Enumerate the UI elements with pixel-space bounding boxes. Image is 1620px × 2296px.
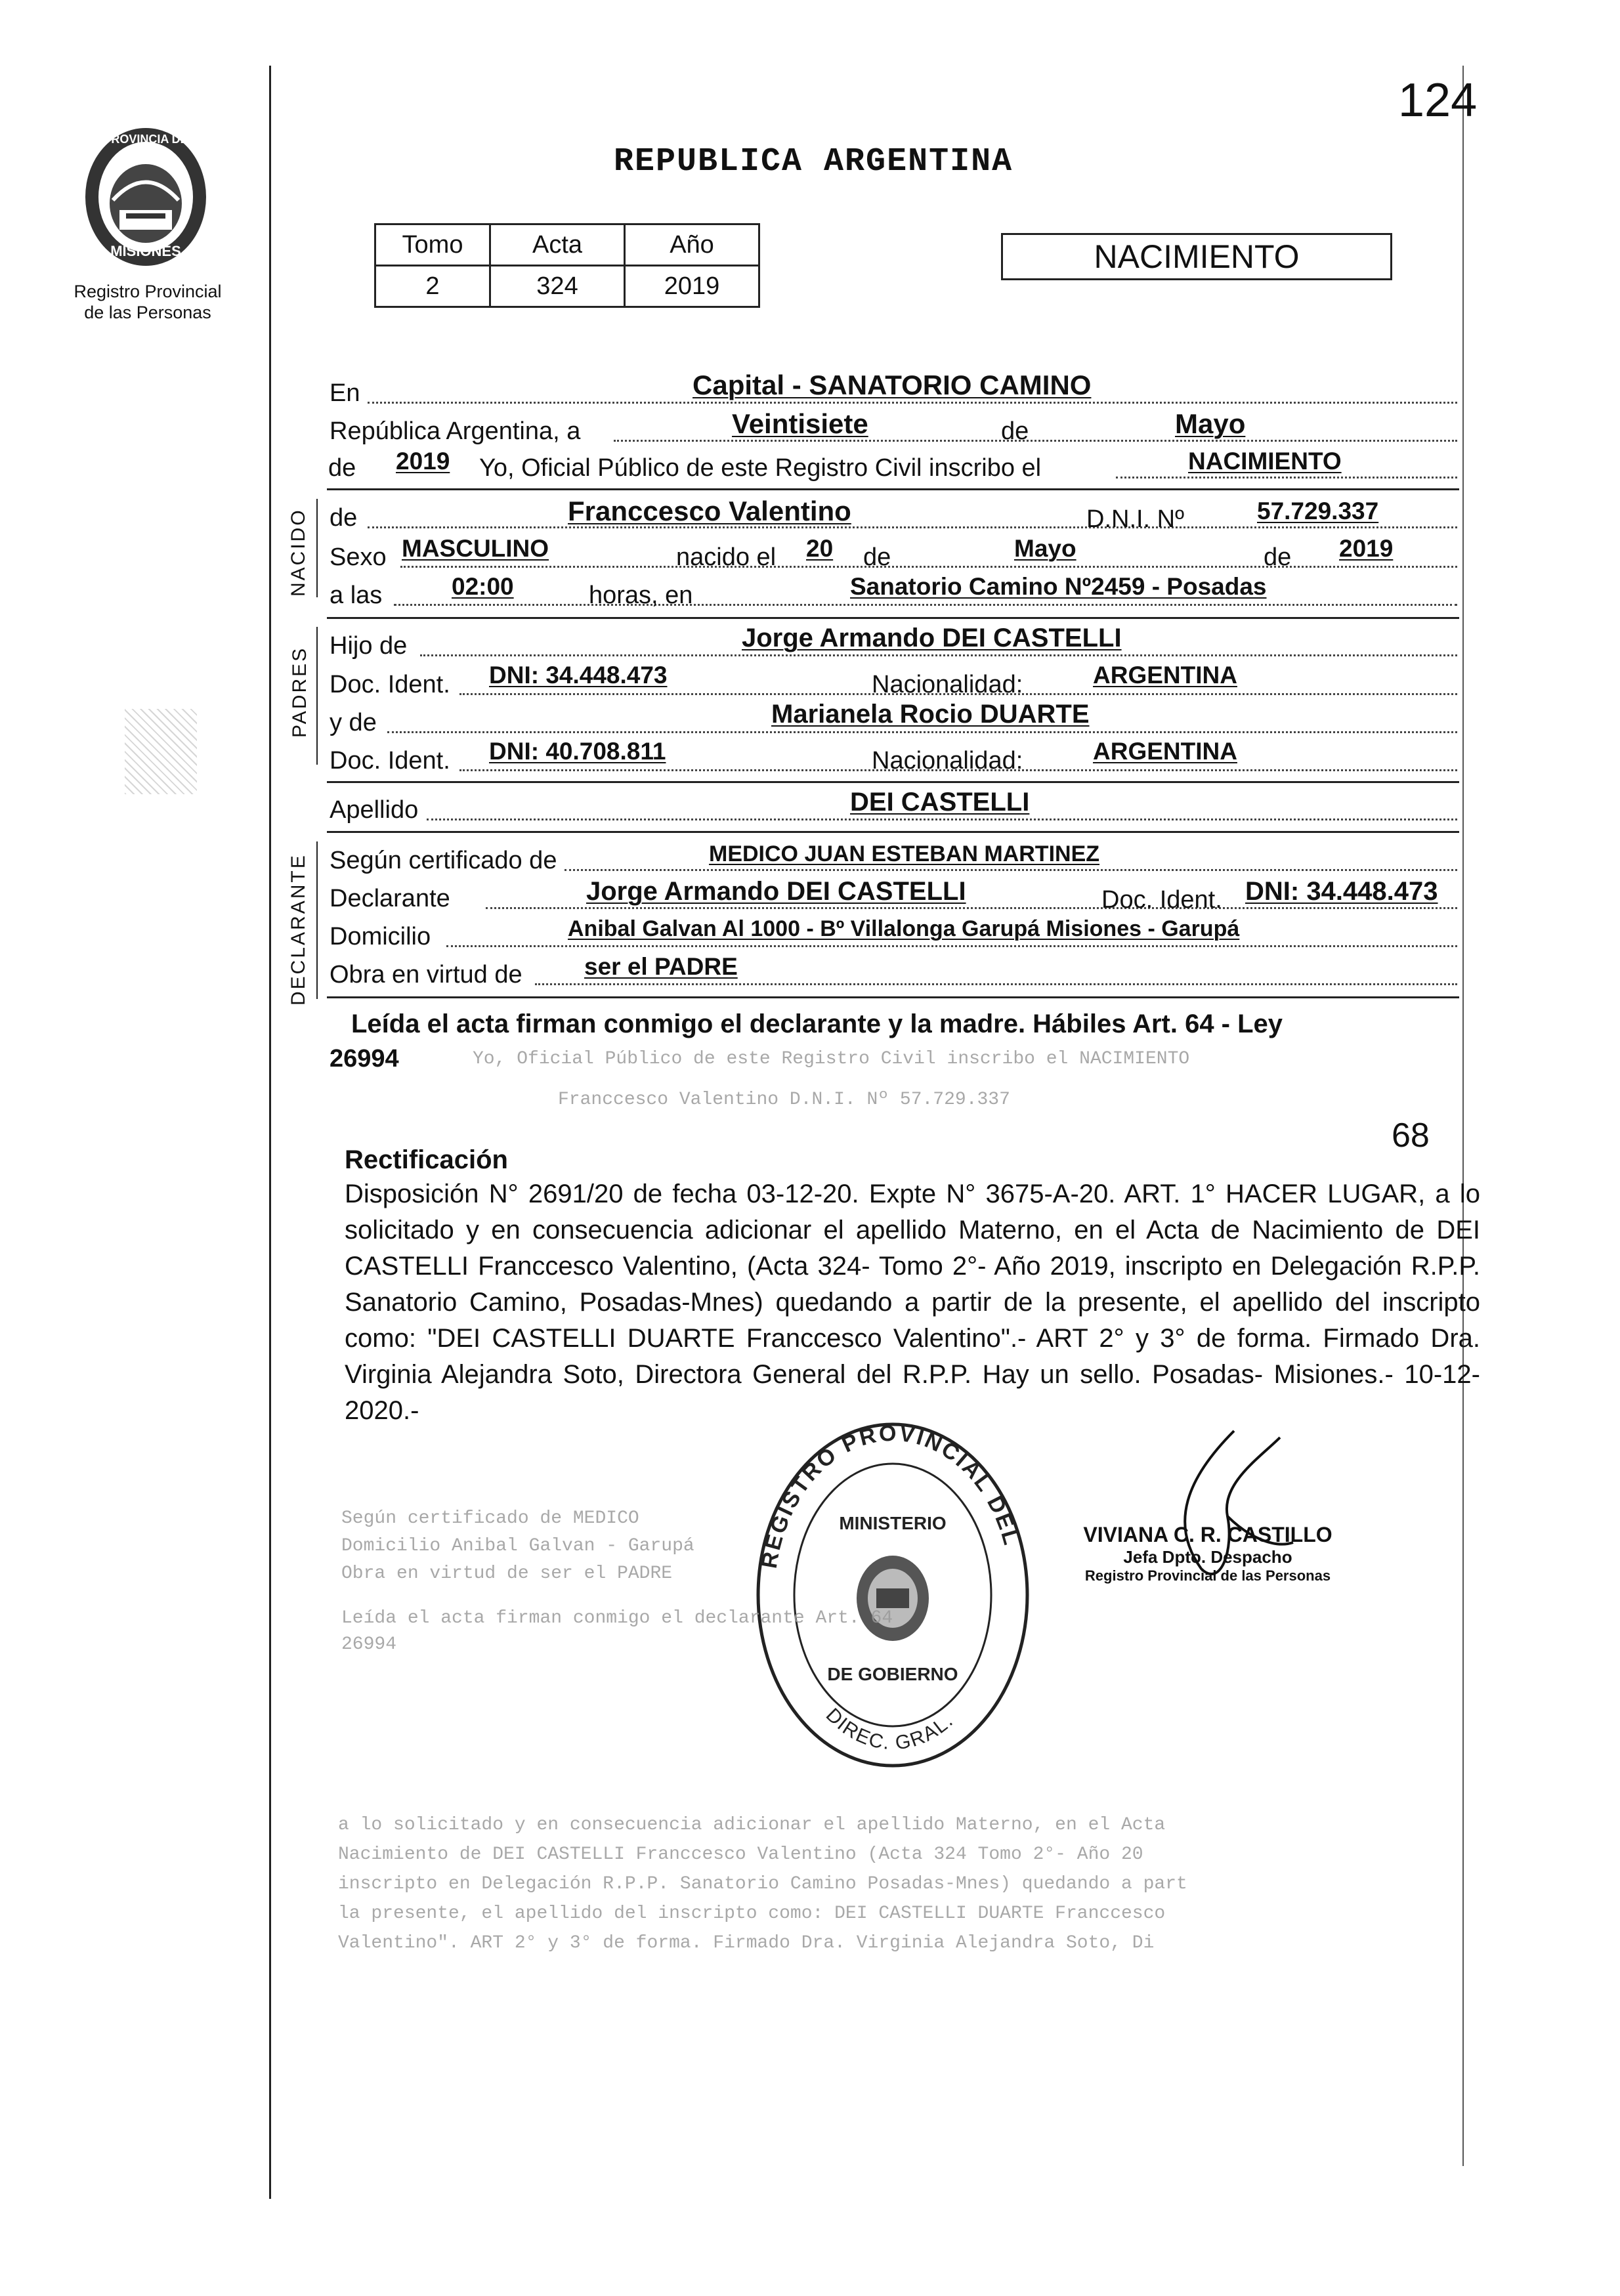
- surname: DEI CASTELLI: [850, 788, 1030, 817]
- father-name: Jorge Armando DEI CASTELLI: [742, 624, 1122, 652]
- ghost-line-3: Según certificado de MEDICO: [341, 1508, 639, 1529]
- nacido-name-dots: [368, 526, 1457, 528]
- left-margin-rule: [269, 66, 271, 2199]
- left-margin-speckle: [125, 709, 197, 794]
- ghost-line-12: Valentino". ART 2° y 3° de forma. Firmado Dra. Virginia Alejandra Soto, Di: [338, 1933, 1155, 1953]
- y-de-dots: [387, 731, 1457, 733]
- ghost-line-2: Franccesco Valentino D.N.I. Nº 57.729.337: [558, 1090, 1010, 1110]
- svg-text:MINISTERIO: MINISTERIO: [839, 1513, 947, 1533]
- father-doc-label: Doc. Ident.: [330, 671, 450, 698]
- act-type-box: [1001, 233, 1392, 280]
- apellido-dots: [427, 818, 1457, 820]
- act-word: NACIMIENTO: [1188, 448, 1342, 475]
- birth-day: 20: [806, 535, 834, 562]
- nacido-section-label: NACIDO: [288, 508, 309, 597]
- ghost-line-7: 26994: [341, 1634, 397, 1655]
- registration-month: Mayo: [1175, 408, 1246, 439]
- a-las-label: a las: [330, 582, 383, 609]
- birth-de-label-2: de: [1264, 543, 1292, 571]
- mother-nat-label: Nacionalidad:: [872, 747, 1023, 775]
- mother-doc: DNI: 40.708.811: [489, 738, 666, 765]
- declarant-doc: DNI: 34.448.473: [1245, 877, 1438, 906]
- right-margin-rule: [1462, 66, 1464, 2166]
- act-type-label: NACIMIENTO: [1094, 238, 1300, 275]
- inscribo-label: Yo, Oficial Público de este Registro Civil inscribo el: [479, 454, 1042, 482]
- ghost-line-9: Nacimiento de DEI CASTELLI Franccesco Valentino (Acta 324 Tomo 2°- Año 20: [338, 1844, 1143, 1865]
- ghost-line-5: Obra en virtud de ser el PADRE: [341, 1563, 673, 1584]
- birth-de-label: de: [863, 543, 891, 571]
- ghost-line-10: inscripto en Delegación R.P.P. Sanatorio Camino Posadas-Mnes) quedando a part: [338, 1874, 1187, 1894]
- anio-value: 2019: [625, 266, 759, 307]
- margin-number: 68: [1392, 1116, 1430, 1155]
- anio-header: Año: [625, 224, 759, 266]
- registry-name: [56, 281, 240, 323]
- apellido-divider: [327, 831, 1459, 833]
- father-nat-label: Nacionalidad:: [872, 671, 1023, 698]
- signatory-name: VIVIANA C. R. CASTILLO: [1083, 1523, 1332, 1546]
- mother-nationality: ARGENTINA: [1093, 738, 1237, 765]
- certificate-issuer: MEDICO JUAN ESTEBAN MARTINEZ: [709, 841, 1100, 866]
- declarante-section-label: DECLARANTE: [288, 853, 309, 1006]
- closing-law-number: 26994: [330, 1045, 399, 1073]
- ghost-line-4: Domicilio Anibal Galvan - Garupá: [341, 1536, 694, 1556]
- a-las-dots: [394, 604, 1457, 606]
- cert-label: Según certificado de: [330, 847, 557, 874]
- rectificacion-title: Rectificación: [345, 1145, 508, 1174]
- hijo-de-dots: [420, 654, 1457, 656]
- declarante-dots: [486, 907, 1457, 909]
- birth-time: 02:00: [452, 573, 514, 600]
- nacido-el-label: nacido el: [676, 543, 777, 571]
- registry-name-line-2: de las Personas: [84, 303, 211, 322]
- registry-name-line-1: Registro Provincial: [74, 282, 222, 301]
- cert-dots: [565, 869, 1457, 871]
- child-dni: 57.729.337: [1257, 498, 1379, 524]
- registration-year: 2019: [396, 448, 450, 475]
- domicile: Anibal Galvan Al 1000 - Bº Villalonga Garupá Misiones - Garupá: [568, 916, 1240, 941]
- ghost-line-6: Leída el acta firman conmigo el declarante Art. 64: [341, 1608, 893, 1628]
- acta-value: 324: [490, 266, 625, 307]
- padres-divider: [327, 781, 1459, 783]
- declarante-label: Declarante: [330, 885, 450, 912]
- signatory-block: [1044, 1523, 1372, 1584]
- padres-section-label: PADRES: [289, 646, 310, 738]
- ghost-line-1: Yo, Oficial Público de este Registro Civil inscribo el NACIMIENTO: [473, 1049, 1190, 1069]
- child-sex: MASCULINO: [402, 535, 549, 562]
- obra-value: ser el PADRE: [584, 953, 738, 980]
- rectificacion-body: Disposición N° 2691/20 de fecha 03-12-20. Expte N° 3675-A-20. ART. 1° HACER LUGAR, a lo solicitado y en consecuencia adicionar el apellido Materno, en el Acta de Nacimiento de DEI CASTELLI Franccesco Valentino, (Acta 324- Tomo 2°- Año 2019, inscripto en Delegación R.P.P. Sanatorio Camino, Posadas-Mnes) quedando a partir de la presente, el apellido del inscripto como: "DEI CASTELLI DUARTE Franccesco Valentino".- ART 2° y 3° de forma. Firmado Dra. Virginia Alejandra Soto, Directora General del R.P.P. Hay un sello. Posadas- Misiones.- 10-12-2020.-: [345, 1180, 1480, 1425]
- domicilio-dots: [446, 945, 1457, 947]
- registration-place: Capital - SANATORIO CAMINO: [693, 370, 1092, 400]
- obra-dots: [535, 983, 1457, 985]
- dni-label: D.N.I. Nº: [1086, 505, 1184, 533]
- intro-divider: [327, 488, 1459, 490]
- svg-text:REGISTRO PROVINCIAL DEL: REGISTRO PROVINCIAL DEL: [756, 1420, 1025, 1571]
- signatory-role: Jefa Dpto. Despacho: [1123, 1547, 1292, 1567]
- padres-bracket: [316, 627, 318, 765]
- official-stamp: [748, 1411, 1037, 1779]
- sexo-label: Sexo: [330, 543, 387, 571]
- svg-text:DE GOBIERNO: DE GOBIERNO: [827, 1664, 958, 1684]
- de-label-1: de: [1001, 417, 1029, 445]
- nacido-bracket: [316, 499, 318, 597]
- en-dots: [368, 402, 1457, 404]
- birth-place: Sanatorio Camino Nº2459 - Posadas: [850, 573, 1267, 600]
- declarante-divider: [327, 996, 1459, 998]
- declarant-doc-label: Doc. Ident.: [1101, 886, 1222, 914]
- book-reference-table: [374, 223, 760, 308]
- birth-month: Mayo: [1014, 535, 1076, 562]
- father-doc: DNI: 34.448.473: [489, 662, 668, 689]
- tomo-header: Tomo: [375, 224, 490, 266]
- horas-en-label: horas, en: [589, 582, 693, 609]
- declarante-bracket: [316, 841, 318, 999]
- mother-doc-label: Doc. Ident.: [330, 747, 450, 775]
- y-de-label: y de: [330, 709, 377, 736]
- nacido-divider: [327, 617, 1459, 619]
- svg-text:PROVINCIA DE: PROVINCIA DE: [103, 133, 188, 146]
- closing-statement: Leída el acta firman conmigo el declarante y la madre. Hábiles Art. 64 - Ley: [351, 1010, 1283, 1038]
- nacido-de-label: de: [330, 504, 358, 532]
- en-label: En: [330, 379, 360, 407]
- republica-dots: [614, 440, 1457, 442]
- registration-day-words: Veintisiete: [732, 408, 868, 439]
- declarant-name: Jorge Armando DEI CASTELLI: [586, 877, 966, 906]
- child-name: Franccesco Valentino: [568, 496, 851, 526]
- tomo-value: 2: [375, 266, 490, 307]
- svg-text:DIREC. GRAL.: DIREC. GRAL.: [821, 1704, 958, 1754]
- province-seal-logo: [74, 118, 218, 276]
- mother-name: Marianela Rocio DUARTE: [771, 700, 1090, 729]
- country-title: REPUBLICA ARGENTINA: [614, 143, 1013, 181]
- svg-text:MISIONES: MISIONES: [110, 243, 181, 259]
- domicilio-label: Domicilio: [330, 923, 431, 950]
- ghost-line-11: la presente, el apellido del inscripto como: DEI CASTELLI DUARTE Franccesco: [338, 1903, 1166, 1924]
- acta-header: Acta: [490, 224, 625, 266]
- obra-label: Obra en virtud de: [330, 961, 522, 989]
- de-label-2: de: [328, 454, 356, 482]
- republica-label: República Argentina, a: [330, 417, 581, 445]
- birth-year: 2019: [1339, 535, 1394, 562]
- inscribo-dots: [1116, 477, 1457, 478]
- sexo-dots: [400, 566, 1457, 568]
- ghost-line-8: a lo solicitado y en consecuencia adicionar el apellido Materno, en el Acta: [338, 1815, 1166, 1835]
- signatory-office: Registro Provincial de las Personas: [1084, 1567, 1331, 1584]
- page-number: 124: [1398, 74, 1478, 127]
- hijo-de-label: Hijo de: [330, 632, 408, 660]
- father-nationality: ARGENTINA: [1093, 662, 1237, 689]
- apellido-label: Apellido: [330, 796, 419, 824]
